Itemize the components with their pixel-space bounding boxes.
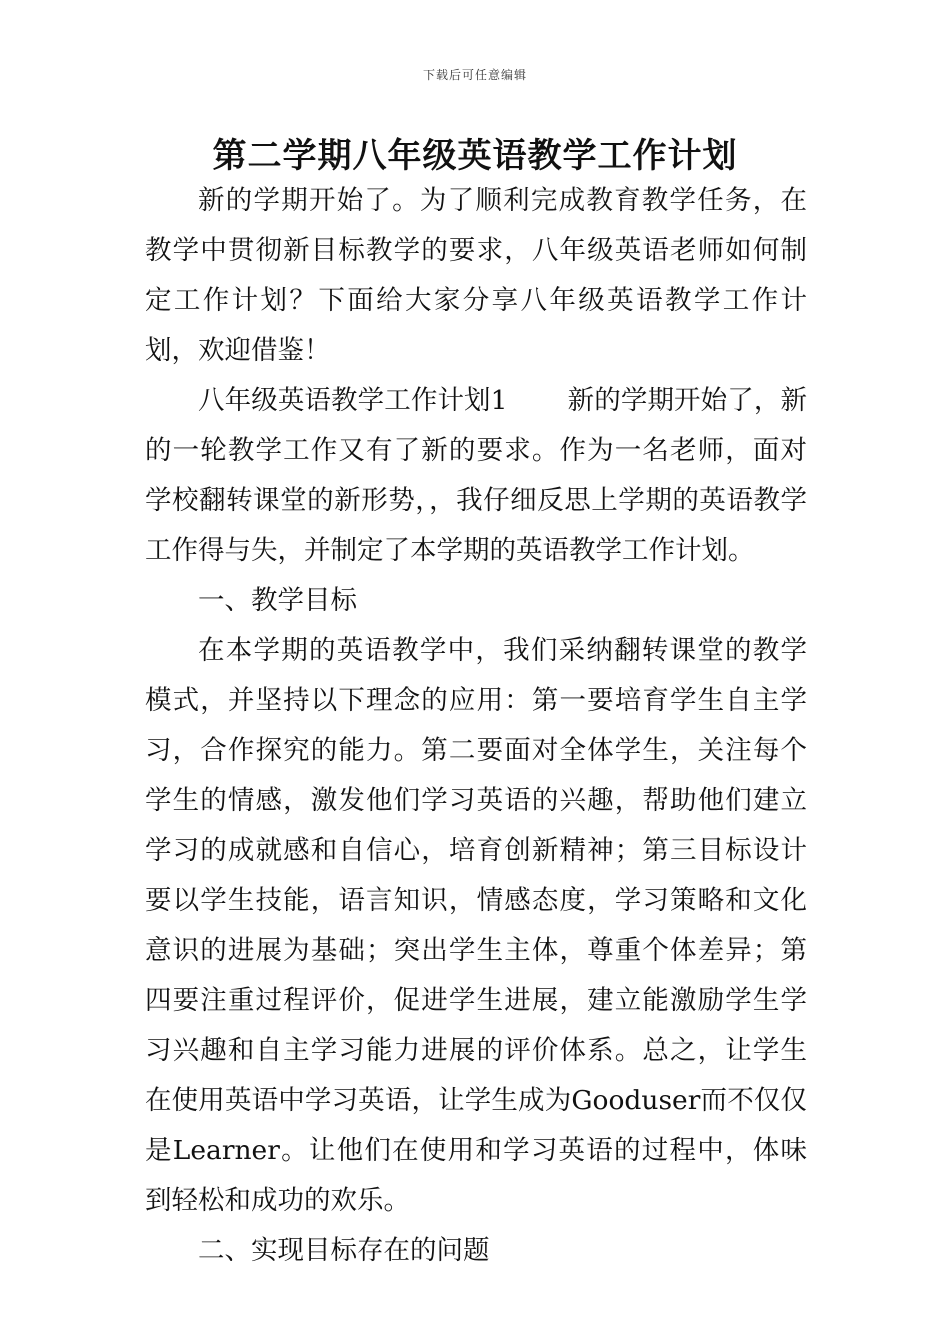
header-note: 下载后可任意编辑 <box>422 68 527 82</box>
plan1-text: 新的学期开始了，新的一轮教学工作又有了新的要求。作为一名老师，面对学校翻转课堂的新形势，，我仔细反思上学期的英语教学工作得与失，并制定了本学期的英语教学工作计划。 <box>145 385 807 566</box>
document-title: 第二学期八年级英语教学工作计划 <box>212 136 738 176</box>
plan1-paragraph <box>145 376 807 576</box>
section1-paragraph: 在本学期的英语教学中，我们采纳翻转课堂的教学模式，并坚持以下理念的应用：第一要培育学生自主学习，合作探究的能力。第二要面对全体学生，关注每个学生的情感，激发他们学习英语的兴趣，帮助他们建立学习的成就感和自信心，培育创新精神；第三目标设计要以学生技能，语言知识，情感态度，学习策略和文化意识的进展为基础；突出学生主体，尊重个体差异；第四要注重过程评价，促进学生进展，建立能激励学生学习兴趣和自主学习能力进展的评价体系。总之，让学生在使用英语中学习英语，让学生成为Gooduser而不仅仅是Learner。让他们在使用和学习英语的过程中，体味到轻松和成功的欢乐。 <box>145 635 807 1216</box>
intro-paragraph: 新的学期开始了。为了顺利完成教育教学任务，在教学中贯彻新目标教学的要求，八年级英语老师如何制定工作计划？下面给大家分享八年级英语教学工作计划，欢迎借鉴！ <box>145 185 807 366</box>
section2-heading: 二、实现目标存在的问题 <box>198 1235 490 1266</box>
document-body <box>145 176 807 1276</box>
section1-heading: 一、教学目标 <box>198 585 357 616</box>
plan1-label: 八年级英语教学工作计划1 <box>198 385 508 416</box>
